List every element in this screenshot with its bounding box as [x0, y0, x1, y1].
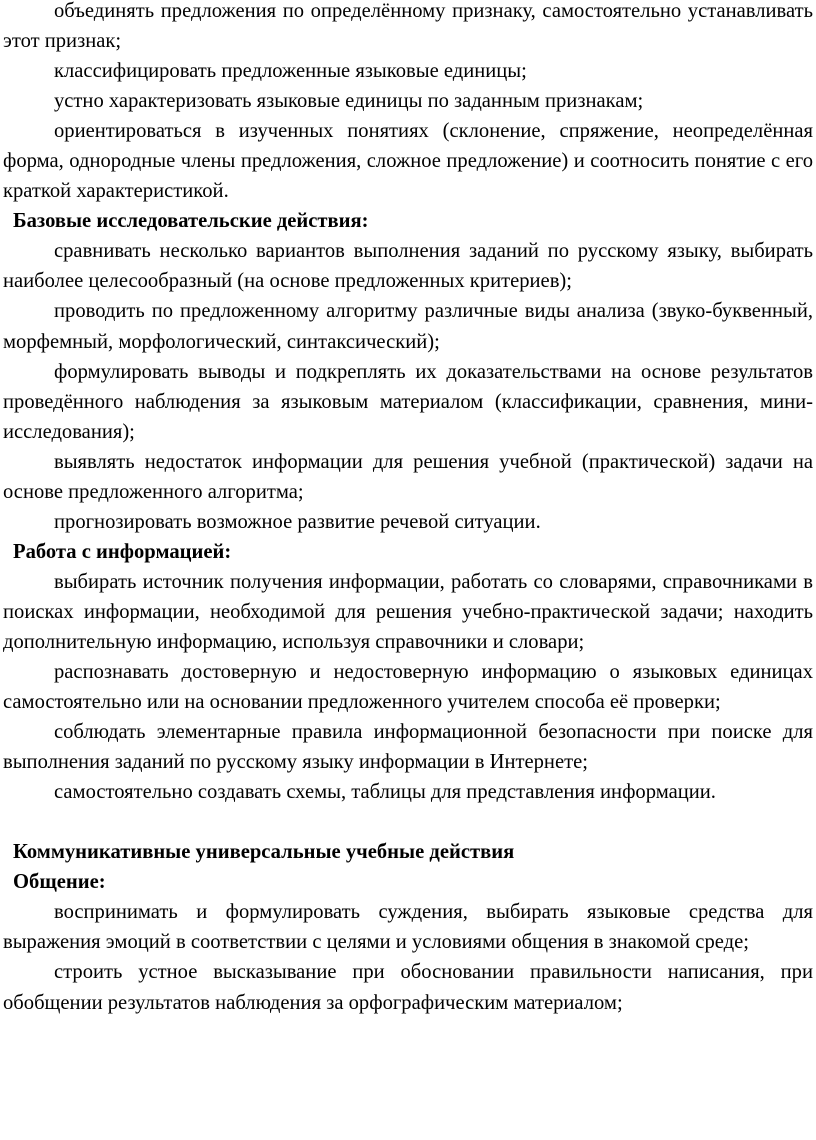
paragraph: распознавать достоверную и недостоверную информацию о языковых единицах самостоятельно или на основании предложенного учителем способа её проверки; [3, 661, 813, 714]
paragraph: соблюдать элементарные правила информационной безопасности при поиске для выполнения заданий по русскому языку информации в Интернете; [3, 721, 813, 774]
paragraph: ориентироваться в изученных понятиях (склонение, спряжение, неопределённая форма, однородные члены предложения, сложное предложение) и соотносить понятие с его краткой характеристикой. [3, 120, 813, 203]
section-heading: Коммуникативные универсальные учебные действия [13, 841, 515, 864]
paragraph: проводить по предложенному алгоритму различные виды анализа (звуко-буквенный, морфемный, морфологический, синтаксический); [3, 300, 813, 353]
paragraph: формулировать выводы и подкреплять их доказательствами на основе результатов проведённого наблюдения за языковым материалом (классификации, сравнения, мини-исследования); [3, 360, 813, 443]
paragraph: выбирать источник получения информации, работать со словарями, справочниками в поисках информации, необходимой для решения учебно-практической задачи; находить дополнительную информацию, используя справочники и словари; [3, 570, 813, 653]
section-heading: Базовые исследовательские действия: [13, 210, 369, 233]
paragraph: прогнозировать возможное развитие речевой ситуации. [54, 510, 541, 533]
paragraph: классифицировать предложенные языковые единицы; [54, 60, 527, 83]
section-heading: Работа с информацией: [13, 540, 232, 563]
paragraph: самостоятельно создавать схемы, таблицы для представления информации. [54, 781, 716, 804]
paragraph: объединять предложения по определённому признаку, самостоятельно устанавливать этот признак; [3, 0, 813, 53]
paragraph: устно характеризовать языковые единицы по заданным признакам; [54, 90, 644, 113]
blank-line [3, 807, 816, 837]
paragraph: строить устное высказывание при обосновании правильности написания, при обобщении результатов наблюдения за орфографическим материалом; [3, 961, 813, 1014]
paragraph: выявлять недостаток информации для решения учебной (практической) задачи на основе предложенного алгоритма; [3, 450, 813, 503]
paragraph: сравнивать несколько вариантов выполнения заданий по русскому языку, выбирать наиболее целесообразный (на основе предложенных критериев); [3, 240, 813, 293]
paragraph: воспринимать и формулировать суждения, выбирать языковые средства для выражения эмоций в соответствии с целями и условиями общения в знакомой среде; [3, 901, 813, 954]
section-heading: Общение: [13, 871, 106, 894]
